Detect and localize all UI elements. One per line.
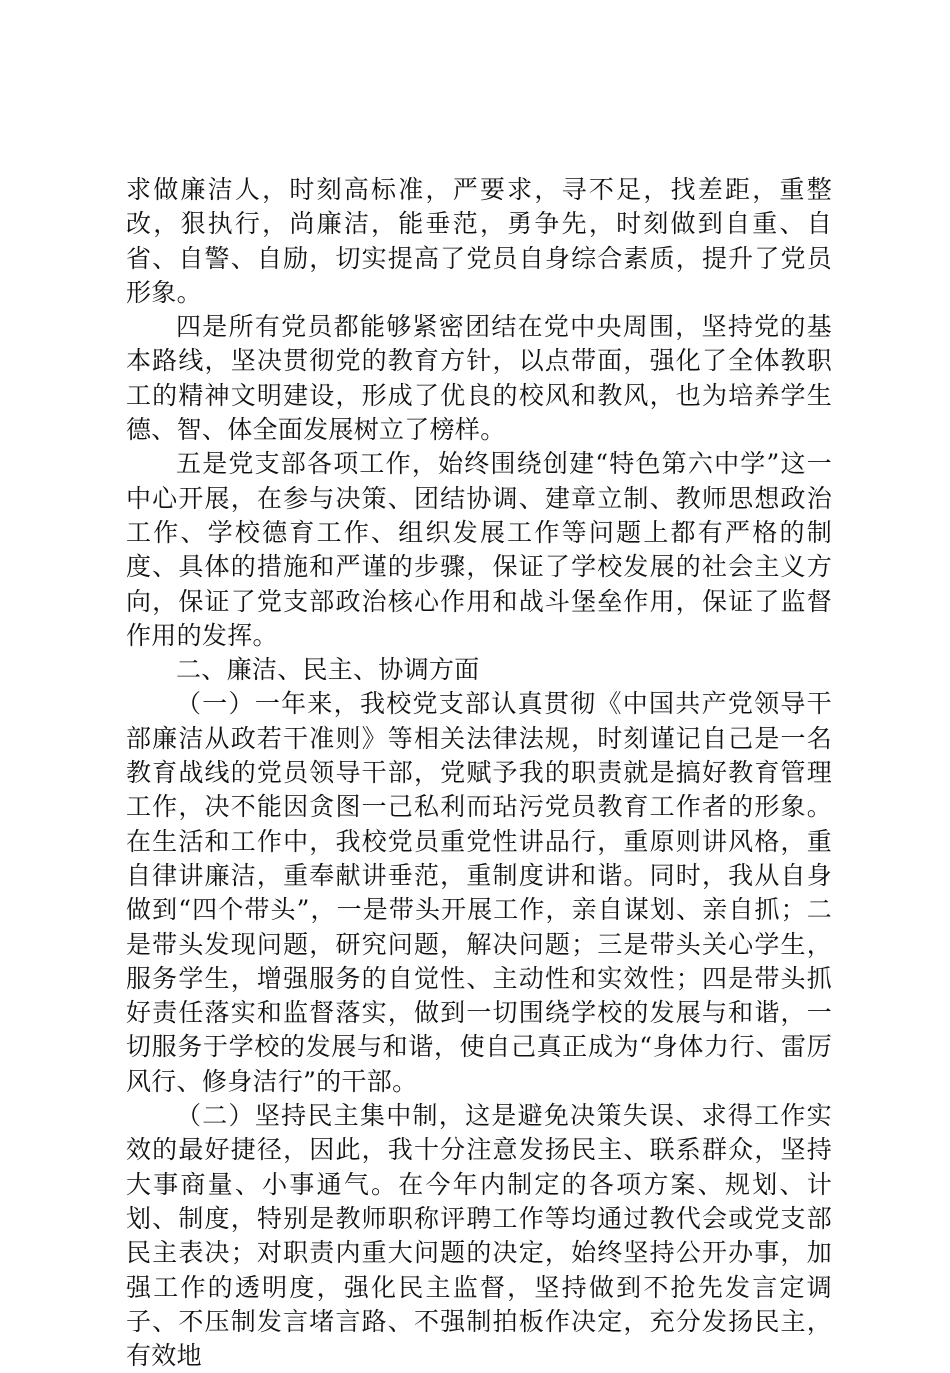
section-heading-integrity-democracy: 二、廉洁、民主、协调方面	[176, 655, 480, 685]
paragraph-point-four: 四是所有党员都能够紧密团结在党中央周围，坚持党的基本路线，坚决贯彻党的教育方针，以点带面，强化了全体教职工的精神文明建设，形成了优良的校风和教风，也为培养学生德、智、体全面发展树立了榜样。	[126, 312, 832, 445]
paragraph-subsection-two: （二）坚持民主集中制，这是避免决策失误、求得工作实效的最好捷径，因此，我十分注意发扬民主、联系群众，坚持大事商量、小事通气。在今年内制定的各项方案、规划、计划、制度，特别是教师职称评聘工作等均通过教代会或党支部民主表决；对职责内重大问题的决定，始终坚持公开办事，加强工作的透明度，强化民主监督，坚持做到不抢先发言定调子、不压制发言堵言路、不强制拍板作决定，充分发扬民主，有效地	[126, 1101, 832, 1371]
paragraph-subsection-one: （一）一年来，我校党支部认真贯彻《中国共产党领导干部廉洁从政若干准则》等相关法律法规，时刻谨记自己是一名教育战线的党员领导干部，党赋予我的职责就是搞好教育管理工作，决不能因贪图一己私利而玷污党员教育工作者的形象。在生活和工作中，我校党员重党性讲品行，重原则讲风格，重自律讲廉洁，重奉献讲垂范，重制度讲和谐。同时，我从自身做到“四个带头”，一是带头开展工作，亲自谋划、亲自抓；二是带头发现问题，研究问题，解决问题；三是带头关心学生，服务学生，增强服务的自觉性、主动性和实效性；四是带头抓好责任落实和监督落实，做到一切围绕学校的发展与和谐，一切服务于学校的发展与和谐，使自己真正成为“身体力行、雷厉风行、修身洁行”的干部。	[126, 689, 832, 1096]
paragraph-point-five: 五是党支部各项工作，始终围绕创建“特色第六中学”这一中心开展，在参与决策、团结协调、建章立制、教师思想政治工作、学校德育工作、组织发展工作等问题上都有严格的制度、具体的措施和严谨的步骤，保证了学校发展的社会主义方向，保证了党支部政治核心作用和战斗堡垒作用，保证了监督作用的发挥。	[126, 449, 832, 650]
paragraph-continuation: 求做廉洁人，时刻高标准，严要求，寻不足，找差距，重整改，狠执行，尚廉洁，能垂范，勇争先，时刻做到自重、自省、自警、自励，切实提高了党员自身综合素质，提升了党员形象。	[126, 175, 832, 307]
document-body	[126, 173, 832, 1373]
